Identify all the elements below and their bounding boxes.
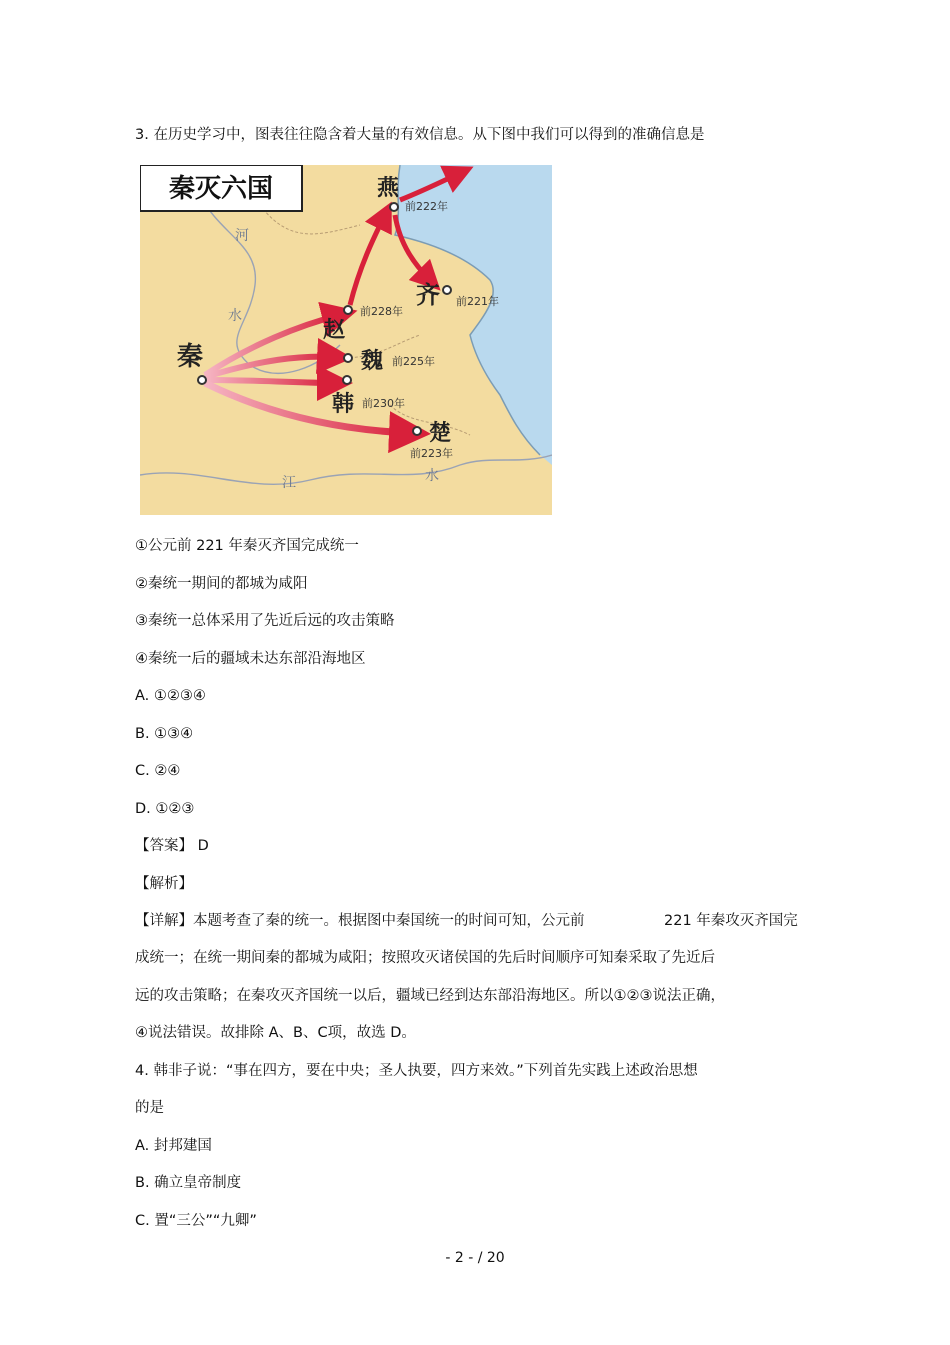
- svg-text:前222年: 前222年: [405, 200, 448, 213]
- svg-text:燕: 燕: [376, 176, 400, 201]
- q3-detail-line-1a: 【详解】本题考查了秦的统一。根据图中秦国统一的时间可知，公元前: [135, 913, 585, 929]
- river-label-jiang: 江: [282, 475, 296, 491]
- q3-detail-line-1b: 221 年秦攻灭齐国完: [664, 913, 798, 929]
- statement-2: ②秦统一期间的都城为咸阳: [135, 576, 308, 592]
- svg-text:齐: 齐: [416, 281, 440, 309]
- arrow-to-han: [205, 380, 335, 383]
- map-title: 秦灭六国: [168, 174, 274, 204]
- question-4-stem-line-1: 4. 韩非子说：“事在四方，要在中央；圣人执要，四方来效。”下列首先实践上述政治思想: [135, 1063, 698, 1079]
- river-label-he: 河: [235, 228, 249, 244]
- q3-detail-line-4: ④说法错误。故排除 A、B、C项，故选 D。: [135, 1025, 416, 1041]
- q3-option-d[interactable]: D. ①②③: [135, 801, 195, 817]
- statement-4: ④秦统一后的疆域未达东部沿海地区: [135, 651, 366, 667]
- river-label-shui-1: 水: [228, 308, 242, 324]
- q3-option-c[interactable]: C. ②④: [135, 763, 181, 779]
- svg-text:楚: 楚: [428, 421, 452, 446]
- svg-text:赵: 赵: [322, 318, 346, 343]
- svg-text:前221年: 前221年: [456, 295, 499, 308]
- q3-option-a[interactable]: A. ①②③④: [135, 688, 206, 704]
- svg-text:前228年: 前228年: [360, 305, 403, 318]
- q4-option-b[interactable]: B. 确立皇帝制度: [135, 1175, 242, 1191]
- q3-answer: 【答案】 D: [135, 838, 209, 854]
- q3-detail-line-2: 成统一；在统一期间秦的都城为咸阳；按照攻灭诸侯国的先后时间顺序可知秦采取了先近后: [135, 950, 715, 966]
- svg-text:前230年: 前230年: [362, 397, 405, 410]
- q3-option-b[interactable]: B. ①③④: [135, 726, 194, 742]
- svg-text:韩: 韩: [331, 392, 355, 417]
- river-label-shui-2: 水: [425, 468, 439, 484]
- statement-3: ③秦统一总体采用了先近后远的攻击策略: [135, 613, 395, 629]
- svg-text:前225年: 前225年: [392, 355, 435, 368]
- statement-1: ①公元前 221 年秦灭齐国完成统一: [135, 538, 359, 554]
- q4-option-c[interactable]: C. 置“三公”“九卿”: [135, 1213, 257, 1229]
- q4-option-a[interactable]: A. 封邦建国: [135, 1138, 212, 1154]
- q3-analysis-label: 【解析】: [135, 876, 193, 892]
- q3-detail-line-3: 远的攻击策略；在秦攻灭齐国统一以后，疆域已经到达东部沿海地区。所以①②③说法正确，: [135, 988, 725, 1004]
- page-number: - 2 - / 20: [445, 1250, 505, 1266]
- svg-text:秦: 秦: [176, 342, 204, 372]
- svg-text:前223年: 前223年: [410, 447, 453, 460]
- svg-text:魏: 魏: [360, 349, 384, 374]
- question-4-stem-line-2: 的是: [135, 1100, 164, 1116]
- question-3-stem: 3. 在历史学习中，图表往往隐含着大量的有效信息。从下图中我们可以得到的准确信息是: [135, 127, 705, 143]
- qin-conquest-map: [140, 165, 552, 515]
